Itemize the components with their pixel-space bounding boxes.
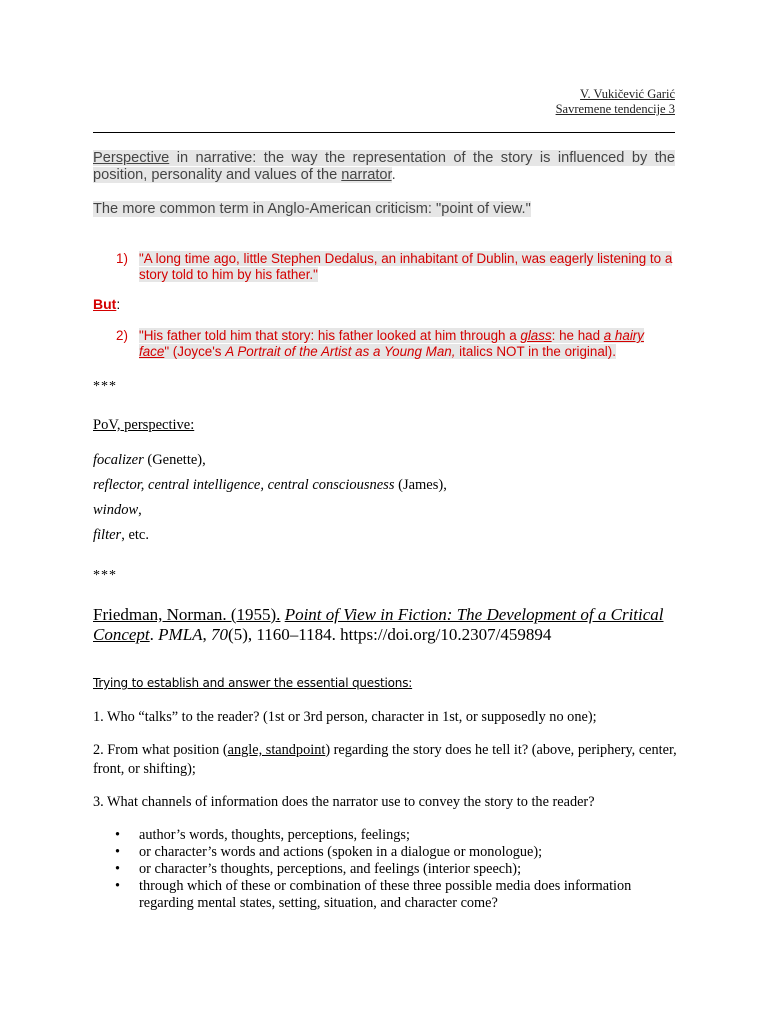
- example-2-part-3: " (Joyce's: [164, 344, 226, 359]
- but-word: But: [93, 296, 117, 312]
- example-2-hairy-face: a hairy face: [139, 328, 644, 359]
- separator-1: ***: [93, 379, 117, 394]
- definition-text-1: in narrative: the way the representation of the story is influenced by the position, personality and values of the: [93, 150, 675, 183]
- list-item: • or character’s words and actions (spoken in a dialogue or monologue);: [115, 844, 543, 860]
- but-label: [93, 296, 120, 312]
- example-2-part-1: "His father told him that story: his father looked at him through a: [139, 328, 521, 343]
- example-1: [116, 251, 676, 283]
- bullet-icon: •: [115, 861, 121, 877]
- term-focalizer: focalizer (Genette),: [93, 452, 206, 468]
- citation-journal: PMLA: [158, 624, 203, 644]
- citation-rest: (5), 1160–1184. https://doi.org/10.2307/459894: [228, 624, 552, 644]
- example-2-part-2: : he had: [551, 328, 604, 343]
- common-term-paragraph: [93, 201, 531, 218]
- running-header: [556, 87, 675, 117]
- example-2-glass: glass: [520, 328, 552, 343]
- header-author: V. Vukičević Garić: [580, 87, 675, 101]
- question-1: 1. Who “talks” to the reader? (1st or 3rd person, character in 1st, or supposedly no one);: [93, 709, 597, 725]
- example-1-number: 1): [116, 251, 128, 266]
- question-2: 2. From what position (angle, standpoint) regarding the story does he tell it? (above, periphery, center, front, or shifting);: [93, 742, 677, 777]
- example-2: [116, 328, 676, 360]
- term-window: window,: [93, 502, 142, 518]
- list-item: • or character’s thoughts, perceptions, and feelings (interior speech);: [115, 861, 522, 877]
- pov-heading: PoV, perspective:: [93, 417, 195, 433]
- question-3: 3. What channels of information does the narrator use to convey the story to the reader?: [93, 794, 595, 810]
- citation-title: Point of View in Fiction: The Development of a Critical Concept: [93, 605, 664, 644]
- but-colon: :: [116, 296, 121, 312]
- term-perspective: Perspective: [93, 150, 170, 166]
- citation-authors: Friedman, Norman. (1955).: [93, 605, 281, 624]
- citation-volume: 70: [211, 624, 229, 644]
- bullet-icon: •: [115, 827, 121, 843]
- questions-heading: Trying to establish and answer the essential questions:: [93, 676, 413, 690]
- definition-text-2: .: [391, 167, 396, 183]
- header-rule: [93, 132, 675, 133]
- perspective-definition: [93, 150, 675, 184]
- example-2-number: 2): [116, 328, 128, 343]
- bullet-icon: •: [115, 878, 121, 894]
- example-1-text: "A long time ago, little Stephen Dedalus, an inhabitant of Dublin, was eagerly listening to a story told to him by his father.": [139, 251, 673, 282]
- term-narrator: narrator: [341, 167, 392, 183]
- common-term-text: The more common term in Anglo-American criticism: "point of view.": [93, 201, 531, 217]
- header-course: Savremene tendencije 3: [555, 102, 675, 116]
- citation-friedman: Friedman, Norman. (1955). Point of View in Fiction: The Development of a Critical Concept. PMLA, 70(5), 1160–1184. https://doi.org/10.2307/459894: [93, 605, 664, 644]
- information-channels-list: [93, 827, 678, 912]
- term-reflector: reflector, central intelligence, central consciousness (James),: [93, 477, 447, 493]
- bullet-icon: •: [115, 844, 121, 860]
- example-2-part-4: italics NOT in the original).: [455, 344, 616, 359]
- list-item: • through which of these or combination of these three possible media does information regarding mental states, setting, situation, and character come?: [115, 878, 632, 911]
- question-2-underlined: angle, standpoint: [227, 742, 326, 758]
- list-item: • author’s words, thoughts, perceptions, feelings;: [115, 827, 410, 843]
- example-2-title: A Portrait of the Artist as a Young Man,: [225, 344, 456, 359]
- separator-2: ***: [93, 568, 117, 583]
- term-filter: filter, etc.: [93, 527, 149, 543]
